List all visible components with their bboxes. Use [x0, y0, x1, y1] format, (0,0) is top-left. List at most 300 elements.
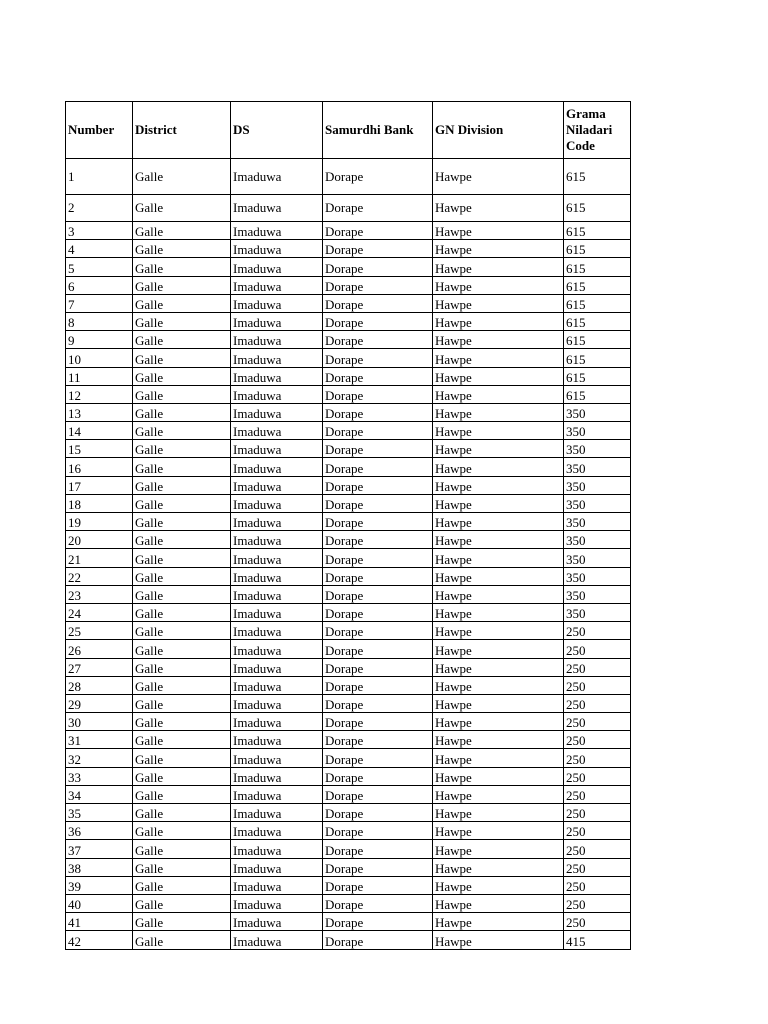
- cell-district: Galle: [133, 913, 231, 931]
- cell-samurdhi-bank: Dorape: [323, 476, 433, 494]
- cell-gn-division: Hawpe: [433, 385, 564, 403]
- cell-ds: Imaduwa: [231, 458, 323, 476]
- cell-gn-division: Hawpe: [433, 349, 564, 367]
- cell-gn-division: Hawpe: [433, 240, 564, 258]
- cell-gn-code: 250: [564, 876, 631, 894]
- cell-gn-division: Hawpe: [433, 549, 564, 567]
- cell-district: Galle: [133, 931, 231, 949]
- cell-ds: Imaduwa: [231, 858, 323, 876]
- cell-district: Galle: [133, 240, 231, 258]
- table-row: [66, 159, 631, 195]
- cell-gn-code: 250: [564, 658, 631, 676]
- table-row: [66, 195, 631, 222]
- cell-number: 41: [66, 913, 133, 931]
- table-row: [66, 731, 631, 749]
- cell-ds: Imaduwa: [231, 713, 323, 731]
- cell-samurdhi-bank: Dorape: [323, 622, 433, 640]
- table-row: [66, 294, 631, 312]
- cell-ds: Imaduwa: [231, 676, 323, 694]
- table-row: [66, 931, 631, 949]
- cell-district: Galle: [133, 822, 231, 840]
- cell-number: 31: [66, 731, 133, 749]
- cell-gn-code: 350: [564, 531, 631, 549]
- cell-number: 23: [66, 585, 133, 603]
- cell-number: 8: [66, 312, 133, 330]
- cell-samurdhi-bank: Dorape: [323, 658, 433, 676]
- cell-ds: Imaduwa: [231, 640, 323, 658]
- table-row: [66, 258, 631, 276]
- cell-samurdhi-bank: Dorape: [323, 258, 433, 276]
- cell-gn-division: Hawpe: [433, 603, 564, 621]
- cell-ds: Imaduwa: [231, 195, 323, 222]
- cell-district: Galle: [133, 385, 231, 403]
- cell-gn-code: 250: [564, 822, 631, 840]
- cell-number: 7: [66, 294, 133, 312]
- cell-number: 27: [66, 658, 133, 676]
- cell-gn-code: 350: [564, 494, 631, 512]
- cell-samurdhi-bank: Dorape: [323, 567, 433, 585]
- cell-gn-code: 615: [564, 312, 631, 330]
- table-row: [66, 222, 631, 240]
- table-row: [66, 531, 631, 549]
- cell-ds: Imaduwa: [231, 513, 323, 531]
- cell-district: Galle: [133, 876, 231, 894]
- cell-district: Galle: [133, 513, 231, 531]
- cell-district: Galle: [133, 658, 231, 676]
- cell-number: 21: [66, 549, 133, 567]
- cell-gn-code: 250: [564, 913, 631, 931]
- cell-samurdhi-bank: Dorape: [323, 822, 433, 840]
- cell-gn-code: 615: [564, 294, 631, 312]
- cell-district: Galle: [133, 349, 231, 367]
- cell-gn-code: 615: [564, 331, 631, 349]
- cell-samurdhi-bank: Dorape: [323, 876, 433, 894]
- cell-ds: Imaduwa: [231, 894, 323, 912]
- cell-ds: Imaduwa: [231, 422, 323, 440]
- cell-ds: Imaduwa: [231, 622, 323, 640]
- table-row: [66, 331, 631, 349]
- cell-number: 17: [66, 476, 133, 494]
- cell-number: 25: [66, 622, 133, 640]
- cell-samurdhi-bank: Dorape: [323, 640, 433, 658]
- table-row: [66, 876, 631, 894]
- cell-gn-division: Hawpe: [433, 312, 564, 330]
- cell-gn-division: Hawpe: [433, 331, 564, 349]
- cell-gn-code: 250: [564, 804, 631, 822]
- cell-gn-division: Hawpe: [433, 494, 564, 512]
- cell-gn-code: 415: [564, 931, 631, 949]
- cell-ds: Imaduwa: [231, 785, 323, 803]
- cell-samurdhi-bank: Dorape: [323, 403, 433, 421]
- table-row: [66, 513, 631, 531]
- cell-samurdhi-bank: Dorape: [323, 749, 433, 767]
- cell-district: Galle: [133, 440, 231, 458]
- cell-gn-code: 615: [564, 240, 631, 258]
- cell-samurdhi-bank: Dorape: [323, 159, 433, 195]
- cell-district: Galle: [133, 422, 231, 440]
- cell-samurdhi-bank: Dorape: [323, 713, 433, 731]
- cell-ds: Imaduwa: [231, 494, 323, 512]
- cell-gn-division: Hawpe: [433, 822, 564, 840]
- cell-number: 13: [66, 403, 133, 421]
- cell-samurdhi-bank: Dorape: [323, 603, 433, 621]
- table-row: [66, 476, 631, 494]
- cell-number: 22: [66, 567, 133, 585]
- cell-district: Galle: [133, 894, 231, 912]
- cell-gn-code: 250: [564, 785, 631, 803]
- cell-gn-code: 250: [564, 840, 631, 858]
- cell-number: 14: [66, 422, 133, 440]
- cell-gn-division: Hawpe: [433, 458, 564, 476]
- cell-samurdhi-bank: Dorape: [323, 804, 433, 822]
- cell-gn-division: Hawpe: [433, 567, 564, 585]
- cell-gn-division: Hawpe: [433, 658, 564, 676]
- cell-ds: Imaduwa: [231, 876, 323, 894]
- cell-district: Galle: [133, 694, 231, 712]
- cell-samurdhi-bank: Dorape: [323, 195, 433, 222]
- table-row: [66, 749, 631, 767]
- table-body: [66, 159, 631, 950]
- cell-gn-code: 615: [564, 222, 631, 240]
- table-row: [66, 676, 631, 694]
- cell-district: Galle: [133, 403, 231, 421]
- cell-gn-code: 615: [564, 385, 631, 403]
- cell-gn-code: 615: [564, 349, 631, 367]
- cell-gn-code: 615: [564, 258, 631, 276]
- cell-gn-code: 350: [564, 458, 631, 476]
- table-row: [66, 622, 631, 640]
- cell-district: Galle: [133, 312, 231, 330]
- cell-gn-division: Hawpe: [433, 440, 564, 458]
- cell-gn-division: Hawpe: [433, 785, 564, 803]
- cell-samurdhi-bank: Dorape: [323, 931, 433, 949]
- cell-number: 12: [66, 385, 133, 403]
- header-samurdhi-bank: Samurdhi Bank: [323, 102, 433, 159]
- cell-ds: Imaduwa: [231, 603, 323, 621]
- cell-gn-code: 350: [564, 440, 631, 458]
- table-row: [66, 603, 631, 621]
- cell-gn-division: Hawpe: [433, 276, 564, 294]
- table-row: [66, 403, 631, 421]
- cell-gn-code: 250: [564, 767, 631, 785]
- cell-gn-code: 250: [564, 858, 631, 876]
- cell-number: 11: [66, 367, 133, 385]
- cell-samurdhi-bank: Dorape: [323, 894, 433, 912]
- cell-ds: Imaduwa: [231, 658, 323, 676]
- table-row: [66, 440, 631, 458]
- cell-ds: Imaduwa: [231, 731, 323, 749]
- cell-gn-code: 350: [564, 567, 631, 585]
- cell-samurdhi-bank: Dorape: [323, 294, 433, 312]
- cell-district: Galle: [133, 222, 231, 240]
- cell-district: Galle: [133, 785, 231, 803]
- cell-ds: Imaduwa: [231, 403, 323, 421]
- table-row: [66, 494, 631, 512]
- cell-district: Galle: [133, 603, 231, 621]
- cell-gn-division: Hawpe: [433, 422, 564, 440]
- cell-district: Galle: [133, 494, 231, 512]
- cell-number: 1: [66, 159, 133, 195]
- cell-district: Galle: [133, 258, 231, 276]
- cell-gn-division: Hawpe: [433, 840, 564, 858]
- cell-gn-code: 350: [564, 513, 631, 531]
- cell-ds: Imaduwa: [231, 804, 323, 822]
- cell-samurdhi-bank: Dorape: [323, 549, 433, 567]
- header-number: Number: [66, 102, 133, 159]
- cell-number: 28: [66, 676, 133, 694]
- table-row: [66, 767, 631, 785]
- cell-district: Galle: [133, 549, 231, 567]
- cell-ds: Imaduwa: [231, 159, 323, 195]
- cell-number: 35: [66, 804, 133, 822]
- cell-samurdhi-bank: Dorape: [323, 585, 433, 603]
- cell-ds: Imaduwa: [231, 312, 323, 330]
- cell-ds: Imaduwa: [231, 367, 323, 385]
- cell-gn-code: 615: [564, 159, 631, 195]
- cell-gn-division: Hawpe: [433, 403, 564, 421]
- table-row: [66, 640, 631, 658]
- cell-number: 38: [66, 858, 133, 876]
- cell-gn-code: 350: [564, 403, 631, 421]
- cell-gn-division: Hawpe: [433, 931, 564, 949]
- cell-samurdhi-bank: Dorape: [323, 513, 433, 531]
- cell-ds: Imaduwa: [231, 931, 323, 949]
- cell-district: Galle: [133, 276, 231, 294]
- cell-ds: Imaduwa: [231, 567, 323, 585]
- table-row: [66, 840, 631, 858]
- table-row: [66, 804, 631, 822]
- cell-samurdhi-bank: Dorape: [323, 385, 433, 403]
- cell-number: 36: [66, 822, 133, 840]
- cell-gn-code: 615: [564, 195, 631, 222]
- cell-district: Galle: [133, 367, 231, 385]
- table-row: [66, 585, 631, 603]
- table-header-row: [66, 102, 631, 159]
- cell-gn-division: Hawpe: [433, 804, 564, 822]
- cell-samurdhi-bank: Dorape: [323, 312, 433, 330]
- cell-gn-code: 350: [564, 422, 631, 440]
- cell-district: Galle: [133, 195, 231, 222]
- cell-gn-division: Hawpe: [433, 731, 564, 749]
- table-row: [66, 658, 631, 676]
- cell-district: Galle: [133, 731, 231, 749]
- cell-samurdhi-bank: Dorape: [323, 858, 433, 876]
- cell-district: Galle: [133, 804, 231, 822]
- header-district: District: [133, 102, 231, 159]
- cell-number: 19: [66, 513, 133, 531]
- cell-samurdhi-bank: Dorape: [323, 531, 433, 549]
- cell-gn-division: Hawpe: [433, 749, 564, 767]
- cell-samurdhi-bank: Dorape: [323, 767, 433, 785]
- cell-number: 26: [66, 640, 133, 658]
- cell-samurdhi-bank: Dorape: [323, 694, 433, 712]
- cell-gn-code: 250: [564, 640, 631, 658]
- cell-number: 24: [66, 603, 133, 621]
- cell-number: 34: [66, 785, 133, 803]
- cell-samurdhi-bank: Dorape: [323, 367, 433, 385]
- table-row: [66, 312, 631, 330]
- cell-number: 37: [66, 840, 133, 858]
- cell-gn-code: 615: [564, 276, 631, 294]
- cell-district: Galle: [133, 159, 231, 195]
- cell-gn-code: 350: [564, 549, 631, 567]
- cell-number: 4: [66, 240, 133, 258]
- cell-samurdhi-bank: Dorape: [323, 422, 433, 440]
- cell-gn-code: 615: [564, 367, 631, 385]
- cell-number: 3: [66, 222, 133, 240]
- cell-ds: Imaduwa: [231, 694, 323, 712]
- cell-ds: Imaduwa: [231, 767, 323, 785]
- cell-gn-division: Hawpe: [433, 258, 564, 276]
- cell-ds: Imaduwa: [231, 385, 323, 403]
- cell-samurdhi-bank: Dorape: [323, 440, 433, 458]
- header-grama-niladari-code: Grama Niladari Code: [564, 102, 631, 159]
- cell-ds: Imaduwa: [231, 749, 323, 767]
- table-row: [66, 567, 631, 585]
- cell-samurdhi-bank: Dorape: [323, 458, 433, 476]
- cell-number: 40: [66, 894, 133, 912]
- cell-gn-division: Hawpe: [433, 585, 564, 603]
- table-row: [66, 694, 631, 712]
- cell-samurdhi-bank: Dorape: [323, 676, 433, 694]
- cell-number: 5: [66, 258, 133, 276]
- cell-samurdhi-bank: Dorape: [323, 785, 433, 803]
- table-row: [66, 713, 631, 731]
- table-row: [66, 349, 631, 367]
- cell-ds: Imaduwa: [231, 258, 323, 276]
- cell-number: 33: [66, 767, 133, 785]
- cell-gn-division: Hawpe: [433, 195, 564, 222]
- cell-samurdhi-bank: Dorape: [323, 840, 433, 858]
- cell-district: Galle: [133, 840, 231, 858]
- cell-gn-division: Hawpe: [433, 476, 564, 494]
- cell-number: 18: [66, 494, 133, 512]
- cell-district: Galle: [133, 713, 231, 731]
- table-row: [66, 858, 631, 876]
- cell-samurdhi-bank: Dorape: [323, 331, 433, 349]
- cell-gn-division: Hawpe: [433, 767, 564, 785]
- cell-district: Galle: [133, 676, 231, 694]
- cell-gn-division: Hawpe: [433, 694, 564, 712]
- cell-gn-code: 250: [564, 694, 631, 712]
- table-row: [66, 422, 631, 440]
- header-ds: DS: [231, 102, 323, 159]
- cell-gn-division: Hawpe: [433, 913, 564, 931]
- cell-district: Galle: [133, 567, 231, 585]
- cell-district: Galle: [133, 749, 231, 767]
- cell-ds: Imaduwa: [231, 822, 323, 840]
- cell-gn-division: Hawpe: [433, 676, 564, 694]
- cell-gn-division: Hawpe: [433, 713, 564, 731]
- cell-gn-code: 250: [564, 731, 631, 749]
- cell-ds: Imaduwa: [231, 913, 323, 931]
- table-row: [66, 894, 631, 912]
- cell-samurdhi-bank: Dorape: [323, 240, 433, 258]
- cell-district: Galle: [133, 294, 231, 312]
- cell-ds: Imaduwa: [231, 440, 323, 458]
- table-row: [66, 276, 631, 294]
- cell-number: 6: [66, 276, 133, 294]
- cell-number: 30: [66, 713, 133, 731]
- cell-number: 42: [66, 931, 133, 949]
- cell-samurdhi-bank: Dorape: [323, 913, 433, 931]
- records-table: [65, 101, 631, 950]
- cell-samurdhi-bank: Dorape: [323, 731, 433, 749]
- cell-district: Galle: [133, 622, 231, 640]
- cell-district: Galle: [133, 331, 231, 349]
- table-row: [66, 458, 631, 476]
- cell-ds: Imaduwa: [231, 222, 323, 240]
- cell-samurdhi-bank: Dorape: [323, 276, 433, 294]
- cell-samurdhi-bank: Dorape: [323, 222, 433, 240]
- cell-gn-division: Hawpe: [433, 640, 564, 658]
- cell-ds: Imaduwa: [231, 276, 323, 294]
- cell-ds: Imaduwa: [231, 549, 323, 567]
- cell-gn-division: Hawpe: [433, 367, 564, 385]
- cell-number: 16: [66, 458, 133, 476]
- cell-district: Galle: [133, 458, 231, 476]
- cell-number: 9: [66, 331, 133, 349]
- cell-ds: Imaduwa: [231, 331, 323, 349]
- cell-samurdhi-bank: Dorape: [323, 349, 433, 367]
- cell-number: 20: [66, 531, 133, 549]
- cell-district: Galle: [133, 531, 231, 549]
- table-row: [66, 240, 631, 258]
- cell-gn-code: 250: [564, 676, 631, 694]
- cell-district: Galle: [133, 585, 231, 603]
- cell-district: Galle: [133, 767, 231, 785]
- cell-gn-code: 350: [564, 603, 631, 621]
- cell-gn-code: 250: [564, 713, 631, 731]
- cell-district: Galle: [133, 640, 231, 658]
- table-row: [66, 549, 631, 567]
- cell-gn-division: Hawpe: [433, 531, 564, 549]
- cell-number: 2: [66, 195, 133, 222]
- table-row: [66, 822, 631, 840]
- cell-gn-code: 250: [564, 894, 631, 912]
- cell-number: 10: [66, 349, 133, 367]
- cell-ds: Imaduwa: [231, 531, 323, 549]
- cell-number: 32: [66, 749, 133, 767]
- table-row: [66, 385, 631, 403]
- table-row: [66, 367, 631, 385]
- cell-gn-code: 250: [564, 622, 631, 640]
- cell-ds: Imaduwa: [231, 349, 323, 367]
- cell-gn-division: Hawpe: [433, 159, 564, 195]
- cell-number: 29: [66, 694, 133, 712]
- table-row: [66, 913, 631, 931]
- cell-gn-code: 250: [564, 749, 631, 767]
- cell-ds: Imaduwa: [231, 585, 323, 603]
- cell-gn-division: Hawpe: [433, 894, 564, 912]
- cell-number: 15: [66, 440, 133, 458]
- cell-gn-division: Hawpe: [433, 622, 564, 640]
- cell-gn-division: Hawpe: [433, 513, 564, 531]
- cell-district: Galle: [133, 476, 231, 494]
- cell-gn-division: Hawpe: [433, 858, 564, 876]
- cell-gn-division: Hawpe: [433, 876, 564, 894]
- cell-gn-division: Hawpe: [433, 294, 564, 312]
- cell-ds: Imaduwa: [231, 840, 323, 858]
- cell-ds: Imaduwa: [231, 240, 323, 258]
- cell-gn-code: 350: [564, 585, 631, 603]
- cell-gn-division: Hawpe: [433, 222, 564, 240]
- header-gn-division: GN Division: [433, 102, 564, 159]
- cell-district: Galle: [133, 858, 231, 876]
- cell-ds: Imaduwa: [231, 476, 323, 494]
- cell-ds: Imaduwa: [231, 294, 323, 312]
- cell-number: 39: [66, 876, 133, 894]
